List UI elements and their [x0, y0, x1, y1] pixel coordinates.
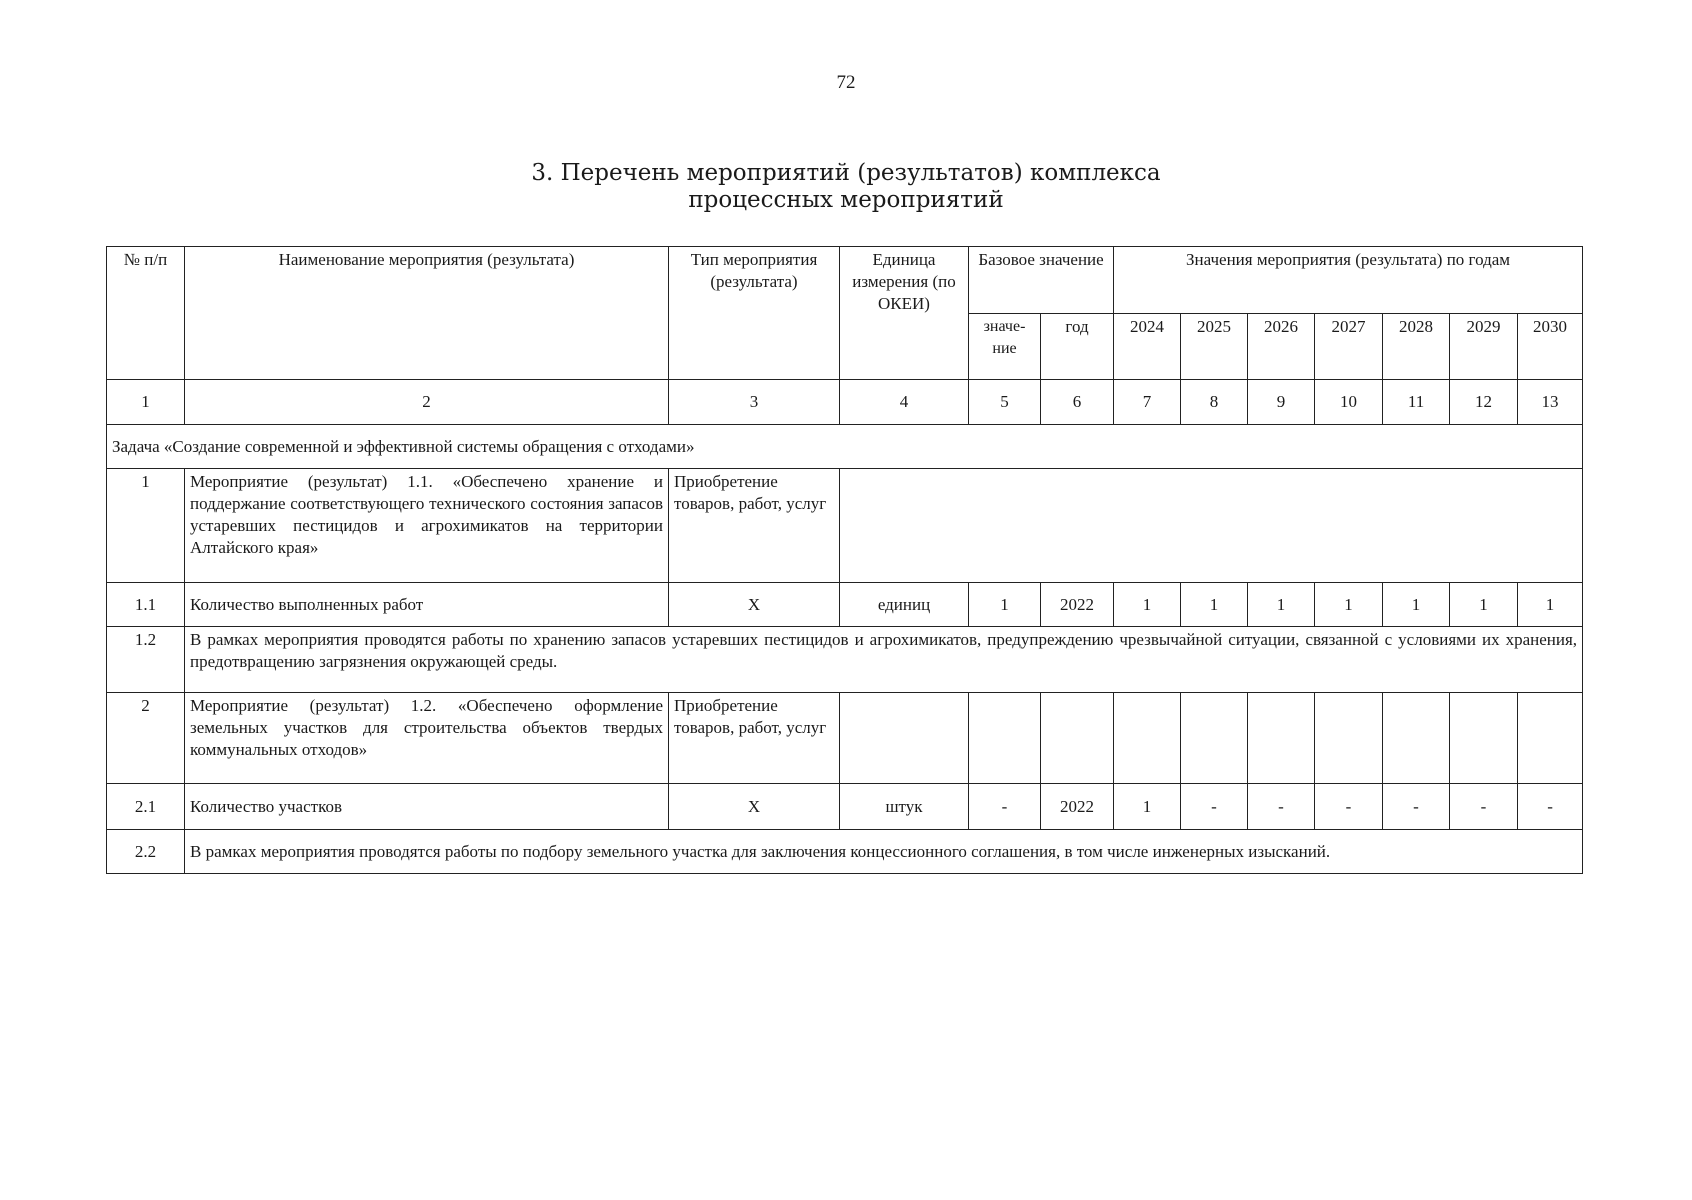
- row-num: 1.2: [107, 627, 185, 693]
- column-number: 13: [1518, 380, 1583, 425]
- row-name: Количество выполненных работ: [185, 583, 669, 627]
- column-number: 3: [669, 380, 840, 425]
- task-text: Задача «Создание современной и эффективной системы обращения с отходами»: [107, 425, 1583, 469]
- row-unit: штук: [840, 784, 969, 830]
- header-base-year: год: [1041, 314, 1114, 380]
- table-row: [107, 693, 1583, 784]
- column-number: 6: [1041, 380, 1114, 425]
- row-base-year: 2022: [1041, 583, 1114, 627]
- row-description: В рамках мероприятия проводятся работы по подбору земельного участка для заключения концессионного соглашения, в том числе инженерных изысканий.: [185, 830, 1583, 874]
- row-empty-cell: [1518, 693, 1583, 784]
- row-empty-cell: [840, 693, 969, 784]
- row-num: 1: [107, 469, 185, 583]
- row-year-value: -: [1383, 784, 1450, 830]
- row-num: 2.2: [107, 830, 185, 874]
- header-year: 2024: [1114, 314, 1181, 380]
- title-line-2: процессных мероприятий: [688, 187, 1004, 213]
- column-number: 10: [1315, 380, 1383, 425]
- header-year: 2028: [1383, 314, 1450, 380]
- row-empty-cell: [1383, 693, 1450, 784]
- row-year-value: 1: [1114, 784, 1181, 830]
- row-empty-cell: [1181, 693, 1248, 784]
- table-row: [107, 627, 1583, 693]
- row-empty-cell: [1041, 693, 1114, 784]
- row-year-value: -: [1518, 784, 1583, 830]
- header-year: 2025: [1181, 314, 1248, 380]
- row-unit: единиц: [840, 583, 969, 627]
- row-year-value: 1: [1181, 583, 1248, 627]
- row-year-value: 1: [1114, 583, 1181, 627]
- row-base-year: 2022: [1041, 784, 1114, 830]
- row-name: Количество участков: [185, 784, 669, 830]
- row-name: Мероприятие (результат) 1.1. «Обеспечено хранение и поддержание соответствующего технического состояния запасов устаревших пестицидов и агрохимикатов на территории Алтайского края»: [185, 469, 669, 583]
- column-number: 2: [185, 380, 669, 425]
- table-row: [107, 583, 1583, 627]
- column-number: 4: [840, 380, 969, 425]
- row-empty-cell: [1114, 693, 1181, 784]
- header-year: 2027: [1315, 314, 1383, 380]
- table-row: [107, 784, 1583, 830]
- table-row: [107, 469, 1583, 583]
- row-empty-cell: [1248, 693, 1315, 784]
- row-num: 2.1: [107, 784, 185, 830]
- column-number: 12: [1450, 380, 1518, 425]
- row-year-value: 1: [1450, 583, 1518, 627]
- header-year: 2026: [1248, 314, 1315, 380]
- row-year-value: 1: [1518, 583, 1583, 627]
- row-year-value: 1: [1383, 583, 1450, 627]
- row-empty: [840, 469, 1583, 583]
- title-line-1: 3. Перечень мероприятий (результатов) комплекса: [531, 160, 1161, 186]
- column-number: 1: [107, 380, 185, 425]
- page-number: 72: [836, 72, 856, 93]
- document-title: [0, 160, 1692, 214]
- table-row: [107, 830, 1583, 874]
- row-type: Приобретение товаров, работ, услуг: [669, 693, 840, 784]
- header-years-title: Значения мероприятия (результата) по годам: [1114, 247, 1583, 314]
- row-empty-cell: [1315, 693, 1383, 784]
- row-type: Х: [669, 784, 840, 830]
- header-year: 2030: [1518, 314, 1583, 380]
- column-number: 7: [1114, 380, 1181, 425]
- row-empty-cell: [1450, 693, 1518, 784]
- header-year: 2029: [1450, 314, 1518, 380]
- row-year-value: -: [1181, 784, 1248, 830]
- row-type: Х: [669, 583, 840, 627]
- header-base: Базовое значение: [969, 247, 1114, 314]
- header-row-1: [107, 247, 1583, 314]
- column-number: 8: [1181, 380, 1248, 425]
- row-year-value: -: [1248, 784, 1315, 830]
- measures-table: [106, 246, 1583, 874]
- header-base-value: значе-ние: [969, 314, 1041, 380]
- row-year-value: -: [1450, 784, 1518, 830]
- task-row: [107, 425, 1583, 469]
- header-unit: Единица измерения (по ОКЕИ): [840, 247, 969, 380]
- row-empty-cell: [969, 693, 1041, 784]
- header-num: № п/п: [107, 247, 185, 380]
- header-name: Наименование мероприятия (результата): [185, 247, 669, 380]
- row-name: Мероприятие (результат) 1.2. «Обеспечено оформление земельных участков для строительства объектов твердых коммунальных отходов»: [185, 693, 669, 784]
- row-year-value: 1: [1248, 583, 1315, 627]
- row-base-value: -: [969, 784, 1041, 830]
- row-year-value: 1: [1315, 583, 1383, 627]
- row-base-value: 1: [969, 583, 1041, 627]
- row-num: 1.1: [107, 583, 185, 627]
- row-num: 2: [107, 693, 185, 784]
- column-numbers-row: [107, 380, 1583, 425]
- column-number: 11: [1383, 380, 1450, 425]
- column-number: 5: [969, 380, 1041, 425]
- row-type: Приобретение товаров, работ, услуг: [669, 469, 840, 583]
- row-description: В рамках мероприятия проводятся работы по хранению запасов устаревших пестицидов и агрохимикатов, предупреждению чрезвычайной ситуации, связанной с условиями их хранения, предотвращению загрязнения окружающей среды.: [185, 627, 1583, 693]
- column-number: 9: [1248, 380, 1315, 425]
- header-type: Тип мероприятия (результата): [669, 247, 840, 380]
- row-year-value: -: [1315, 784, 1383, 830]
